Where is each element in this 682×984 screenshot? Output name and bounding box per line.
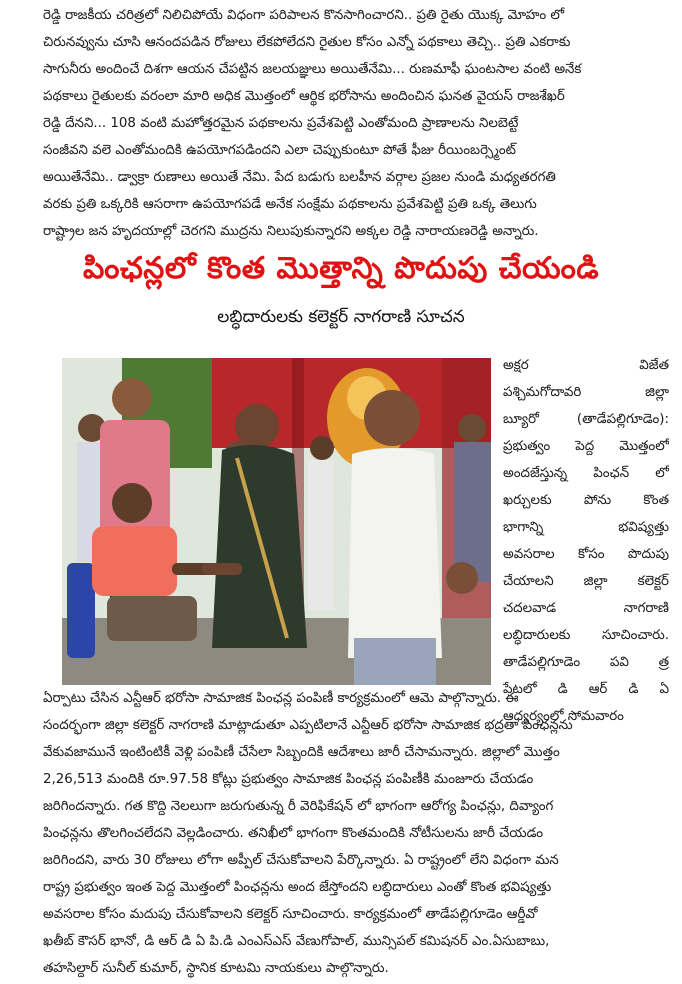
top-article-paragraph [43, 2, 669, 245]
side-column-line: అవసరాల కోసం పొదుపు [503, 547, 669, 562]
bottom-paragraph-line: వేకువజామునే ఇంటింటికీ వెళ్లి పంపిణీ చేసేలా సిబ్బందికి ఆదేశాలు జారీ చేసామన్నారు. జిల్లాలో మొత్తం [43, 745, 560, 760]
top-paragraph-line: వరకు ప్రతి ఒక్కరికి ఆసరాగా ఉపయోగపడే అనేక సంక్షేమ పథకాలను ప్రవేశపెట్టి ప్రతి ఒక్క తెలుగు [43, 197, 537, 212]
side-column-line: చేయాలని జిల్లా కలెక్టర్ [503, 574, 669, 589]
side-column-line: తాడేపల్లిగూడెం పవి త్ర [503, 655, 669, 670]
side-column-line: ప్రభుత్వం పెద్ద మొత్తంలో [503, 439, 669, 454]
side-column-line: ఖర్చులకు పోను కొంత [503, 493, 669, 508]
bottom-paragraph-line: ఏర్పాటు చేసిన ఎన్టీఆర్ భరోసా సామాజిక పింఛన్ల పంపిణీ కార్యక్రమంలో ఆమె పాల్గొన్నారు. ఈ [43, 691, 519, 706]
top-paragraph-line: రెడ్డి రాజకీయ చరిత్రలో నిలిచిపోయే విధంగా పరిపాలన కొనసాగించారని.. ప్రతి రైతు యొక్క మోహం లో [43, 8, 565, 23]
top-paragraph-line: సంజీవని వలె ఎంతోమందికి ఉపయోగపడిందని ఎలా చెప్పుకుంటూ పోతే ఫీజు రీయింబర్స్మెంట్ [43, 143, 516, 158]
side-column-line: చదలవాడ నాగరాణి [503, 601, 669, 616]
bottom-paragraph-line: పింఛన్లను తొలగించలేదని వెల్లడించారు. తనిఖీలో భాగంగా కొంతమందికి నోటీసులను జారీ చేయడం [43, 826, 544, 841]
side-column-line: అందజేస్తున్న పింఛన్ లో [503, 466, 669, 481]
side-column-line: పశ్చిమగోదావరి జిల్లా [503, 385, 669, 400]
top-paragraph-line: సాగునీరు అందించే దిశగా ఆయన చేపట్టిన జలయజ్ఞులు అయితేనేమి... రుణమాఫీ ఘంటసాల వంటి అనేక [43, 62, 582, 77]
side-column-line: ఆధ్వర్యంలో సోమవారం [503, 709, 624, 724]
side-column-text [503, 352, 669, 730]
bottom-paragraph-line: సందర్భంగా జిల్లా కలెక్టర్ నాగరాణి మాట్లాడుతూ ఎప్పటిలానే ఎన్టీఆర్ భరోసా సామాజిక భద్రతా పింఛన్లను [43, 718, 573, 733]
top-paragraph-line: రాష్ట్రాల జన హృదయాల్లో చెరగని ముద్రను నిలుపుకున్నారని అక్కల రెడ్డి నారాయణరెడ్డి అన్నారు. [43, 224, 539, 239]
top-paragraph-line: చిరునవ్వును చూసి ఆనందపడిన రోజులు లేకపోలేదని రైతుల కోసం ఎన్నో పథకాలు తెచ్చి.. ప్రతి ఎకరాకు [43, 35, 571, 50]
bottom-paragraph-line: రాష్ట్ర ప్రభుత్వం ఇంత పెద్ద మొత్తంలో పింఛన్లను అంద జేస్తోందని లబ్ధిదారులు ఎంతో కొంత భవిష్యత్తు [43, 880, 552, 895]
top-paragraph-line: అయితేనేమి.. డ్వాక్రా రుణాలు అయితే నేమి. పేద బడుగు బలహీన వర్గాల ప్రజల నుండి మధ్యతరగతి [43, 170, 556, 185]
side-column-line: భాగాన్ని భవిష్యత్తు [503, 520, 669, 535]
bottom-paragraph-line: ఖతీబ్ కౌసర్ భానో, డి ఆర్ డి ఏ పి.డి ఎంఎస్ఎస్ వేణుగోపాల్, మున్సిపల్ కమిషనర్ ఎం.ఏసుబాబు, [43, 934, 550, 949]
side-column-line: బ్యూరో (తాడేపల్లిగూడెం): [503, 412, 669, 427]
bottom-paragraph-line: జరిగిందన్నారు. గత కొద్ది నెలలుగా జరుగుతున్న రీ వెరిఫికేషన్ లో భాగంగా ఆరోగ్య పింఛన్లు, దివ్యాంగ [43, 799, 554, 814]
bottom-paragraph-line: అవసరాల కోసం మదుపు చేసుకోవాలని కలెక్టర్ సూచించారు. కార్యక్రమంలో తాడేపల్లిగూడెం ఆర్డీవో [43, 907, 538, 922]
news-photo [62, 358, 491, 685]
news-photo-illustration [62, 358, 491, 685]
bottom-paragraph-line: జరిగిందని, వారు 30 రోజులు లోగా అప్పీల్ చేసుకోవాలని పేర్కొన్నారు. ఏ రాష్ట్రంలో లేని విధంగా మన [43, 853, 559, 868]
top-paragraph-line: పథకాలు రైతులకు వరంలా మారి అధిక మొత్తంలో ఆర్థిక భరోసాను అందించిన ఘనత వైయస్ రాజశేఖర్ [43, 89, 565, 104]
headline: పింఛన్లలో కొంత మొత్తాన్ని పొదుపు చేయండి [82, 251, 600, 286]
side-column-line: అక్షర విజేత [503, 358, 669, 373]
bottom-paragraph-line: తహసిల్దార్ సునీల్ కుమార్, స్థానిక కూటమి నాయకులు పాల్గొన్నారు. [43, 961, 389, 976]
side-column-line: పేటలో డి ఆర్ డి ఏ [503, 682, 669, 697]
top-paragraph-line: రెడ్డి దేనని... 108 వంటి మహోత్తరమైన పథకాలను ప్రవేశపెట్టి ఎంతోమంది ప్రాణాలను నిలబెట్టే [43, 116, 519, 131]
side-column-line: లబ్ధిదారులకు సూచించారు. [503, 628, 669, 643]
bottom-article-paragraph [43, 685, 669, 982]
bottom-paragraph-line: 2,26,513 మందికి రూ.97.58 కోట్లు ప్రభుత్వం సామాజిక పింఛన్ల పంపిణీకి మంజూరు చేయడం [43, 772, 534, 787]
subheadline: లబ్ధిదారులకు కలెక్టర్ నాగరాణి సూచన [217, 307, 465, 327]
